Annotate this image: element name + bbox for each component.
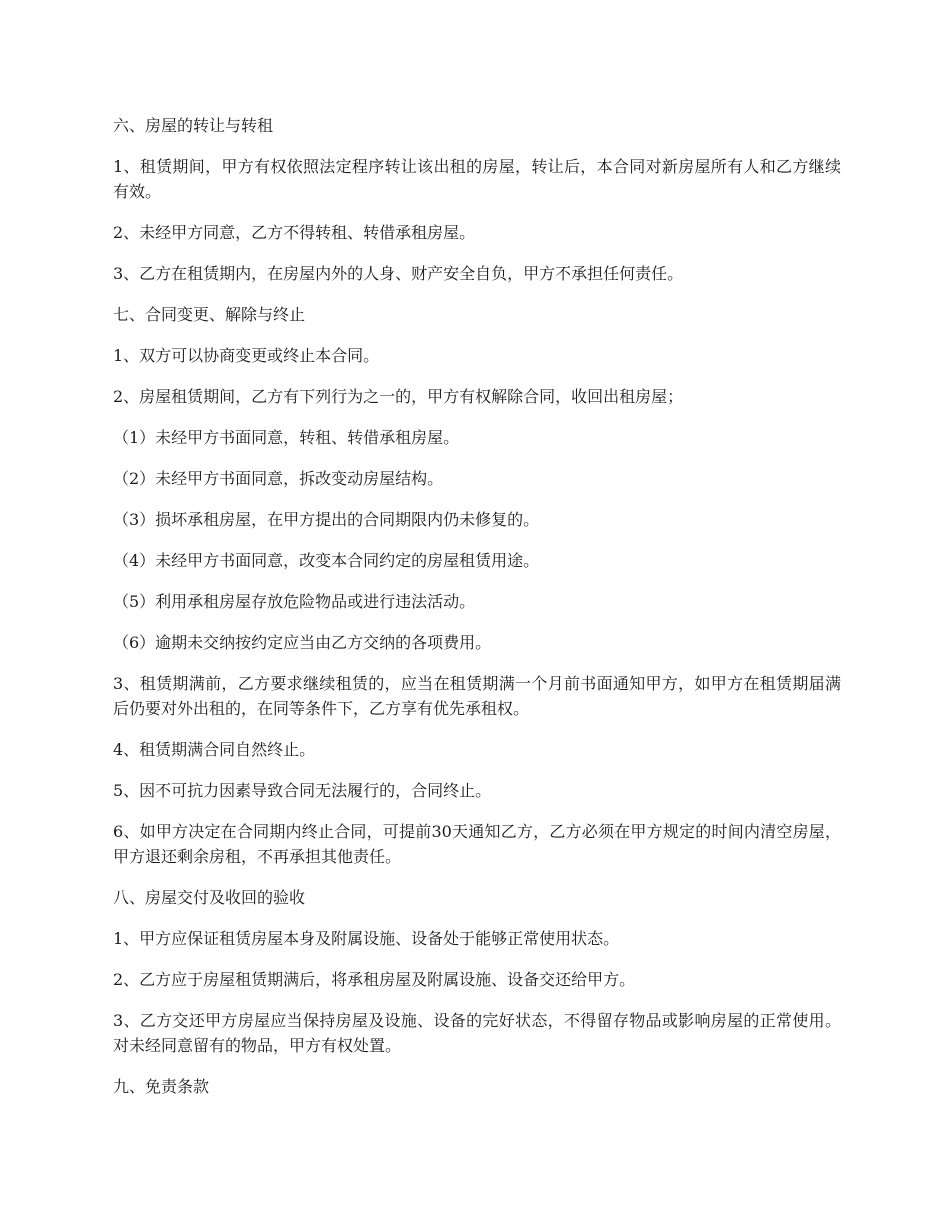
- clause-7-3: 3、租赁期满前，乙方要求继续租赁的，应当在租赁期满一个月前书面通知甲方，如甲方在租赁期届满后仍要对外出租的，在同等条件下，乙方享有优先承租权。: [113, 674, 841, 718]
- sub-clause-7-2-5: （5）利用承租房屋存放危险物品或进行违法活动。: [113, 592, 476, 611]
- document-body: [113, 113, 841, 1115]
- clause-8-3: 3、乙方交还甲方房屋应当保持房屋及设施、设备的完好状态，不得留存物品或影响房屋的正常使用。对未经同意留有的物品，甲方有权处置。: [113, 1011, 841, 1055]
- sub-clause-7-2-3: （3）损坏承租房屋，在甲方提出的合同期限内仍未修复的。: [113, 510, 540, 529]
- section-heading-6: 六、房屋的转让与转租: [113, 116, 274, 135]
- clause-7-6: 6、如甲方决定在合同期内终止合同，可提前30天通知乙方，乙方必须在甲方规定的时间内清空房屋，甲方退还剩余房租，不再承担其他责任。: [113, 822, 841, 866]
- clause-6-2: 2、未经甲方同意，乙方不得转租、转借承租房屋。: [113, 223, 476, 242]
- clause-6-3: 3、乙方在租赁期内，在房屋内外的人身、财产安全自负，甲方不承担任何责任。: [113, 264, 684, 283]
- sub-clause-7-2-4: （4）未经甲方书面同意，改变本合同约定的房屋租赁用途。: [113, 551, 540, 570]
- sub-clause-7-2-1: （1）未经甲方书面同意，转租、转借承租房屋。: [113, 428, 460, 447]
- clause-8-1: 1、甲方应保证租赁房屋本身及附属设施、设备处于能够正常使用状态。: [113, 929, 620, 948]
- clause-7-5: 5、因不可抗力因素导致合同无法履行的，合同终止。: [113, 781, 492, 800]
- clause-7-1: 1、双方可以协商变更或终止本合同。: [113, 346, 380, 365]
- sub-clause-7-2-2: （2）未经甲方书面同意，拆改变动房屋结构。: [113, 469, 444, 488]
- section-heading-9: 九、免责条款: [113, 1077, 210, 1096]
- clause-8-2: 2、乙方应于房屋租赁期满后，将承租房屋及附属设施、设备交还给甲方。: [113, 970, 636, 989]
- section-heading-7: 七、合同变更、解除与终止: [113, 305, 306, 324]
- clause-7-4: 4、租赁期满合同自然终止。: [113, 740, 316, 759]
- clause-6-1: 1、租赁期间，甲方有权依照法定程序转让该出租的房屋，转让后，本合同对新房屋所有人和乙方继续有效。: [113, 157, 841, 201]
- clause-7-2: 2、房屋租赁期间，乙方有下列行为之一的，甲方有权解除合同，收回出租房屋；: [113, 387, 684, 406]
- section-heading-8: 八、房屋交付及收回的验收: [113, 888, 306, 907]
- sub-clause-7-2-6: （6）逾期未交纳按约定应当由乙方交纳的各项费用。: [113, 633, 492, 652]
